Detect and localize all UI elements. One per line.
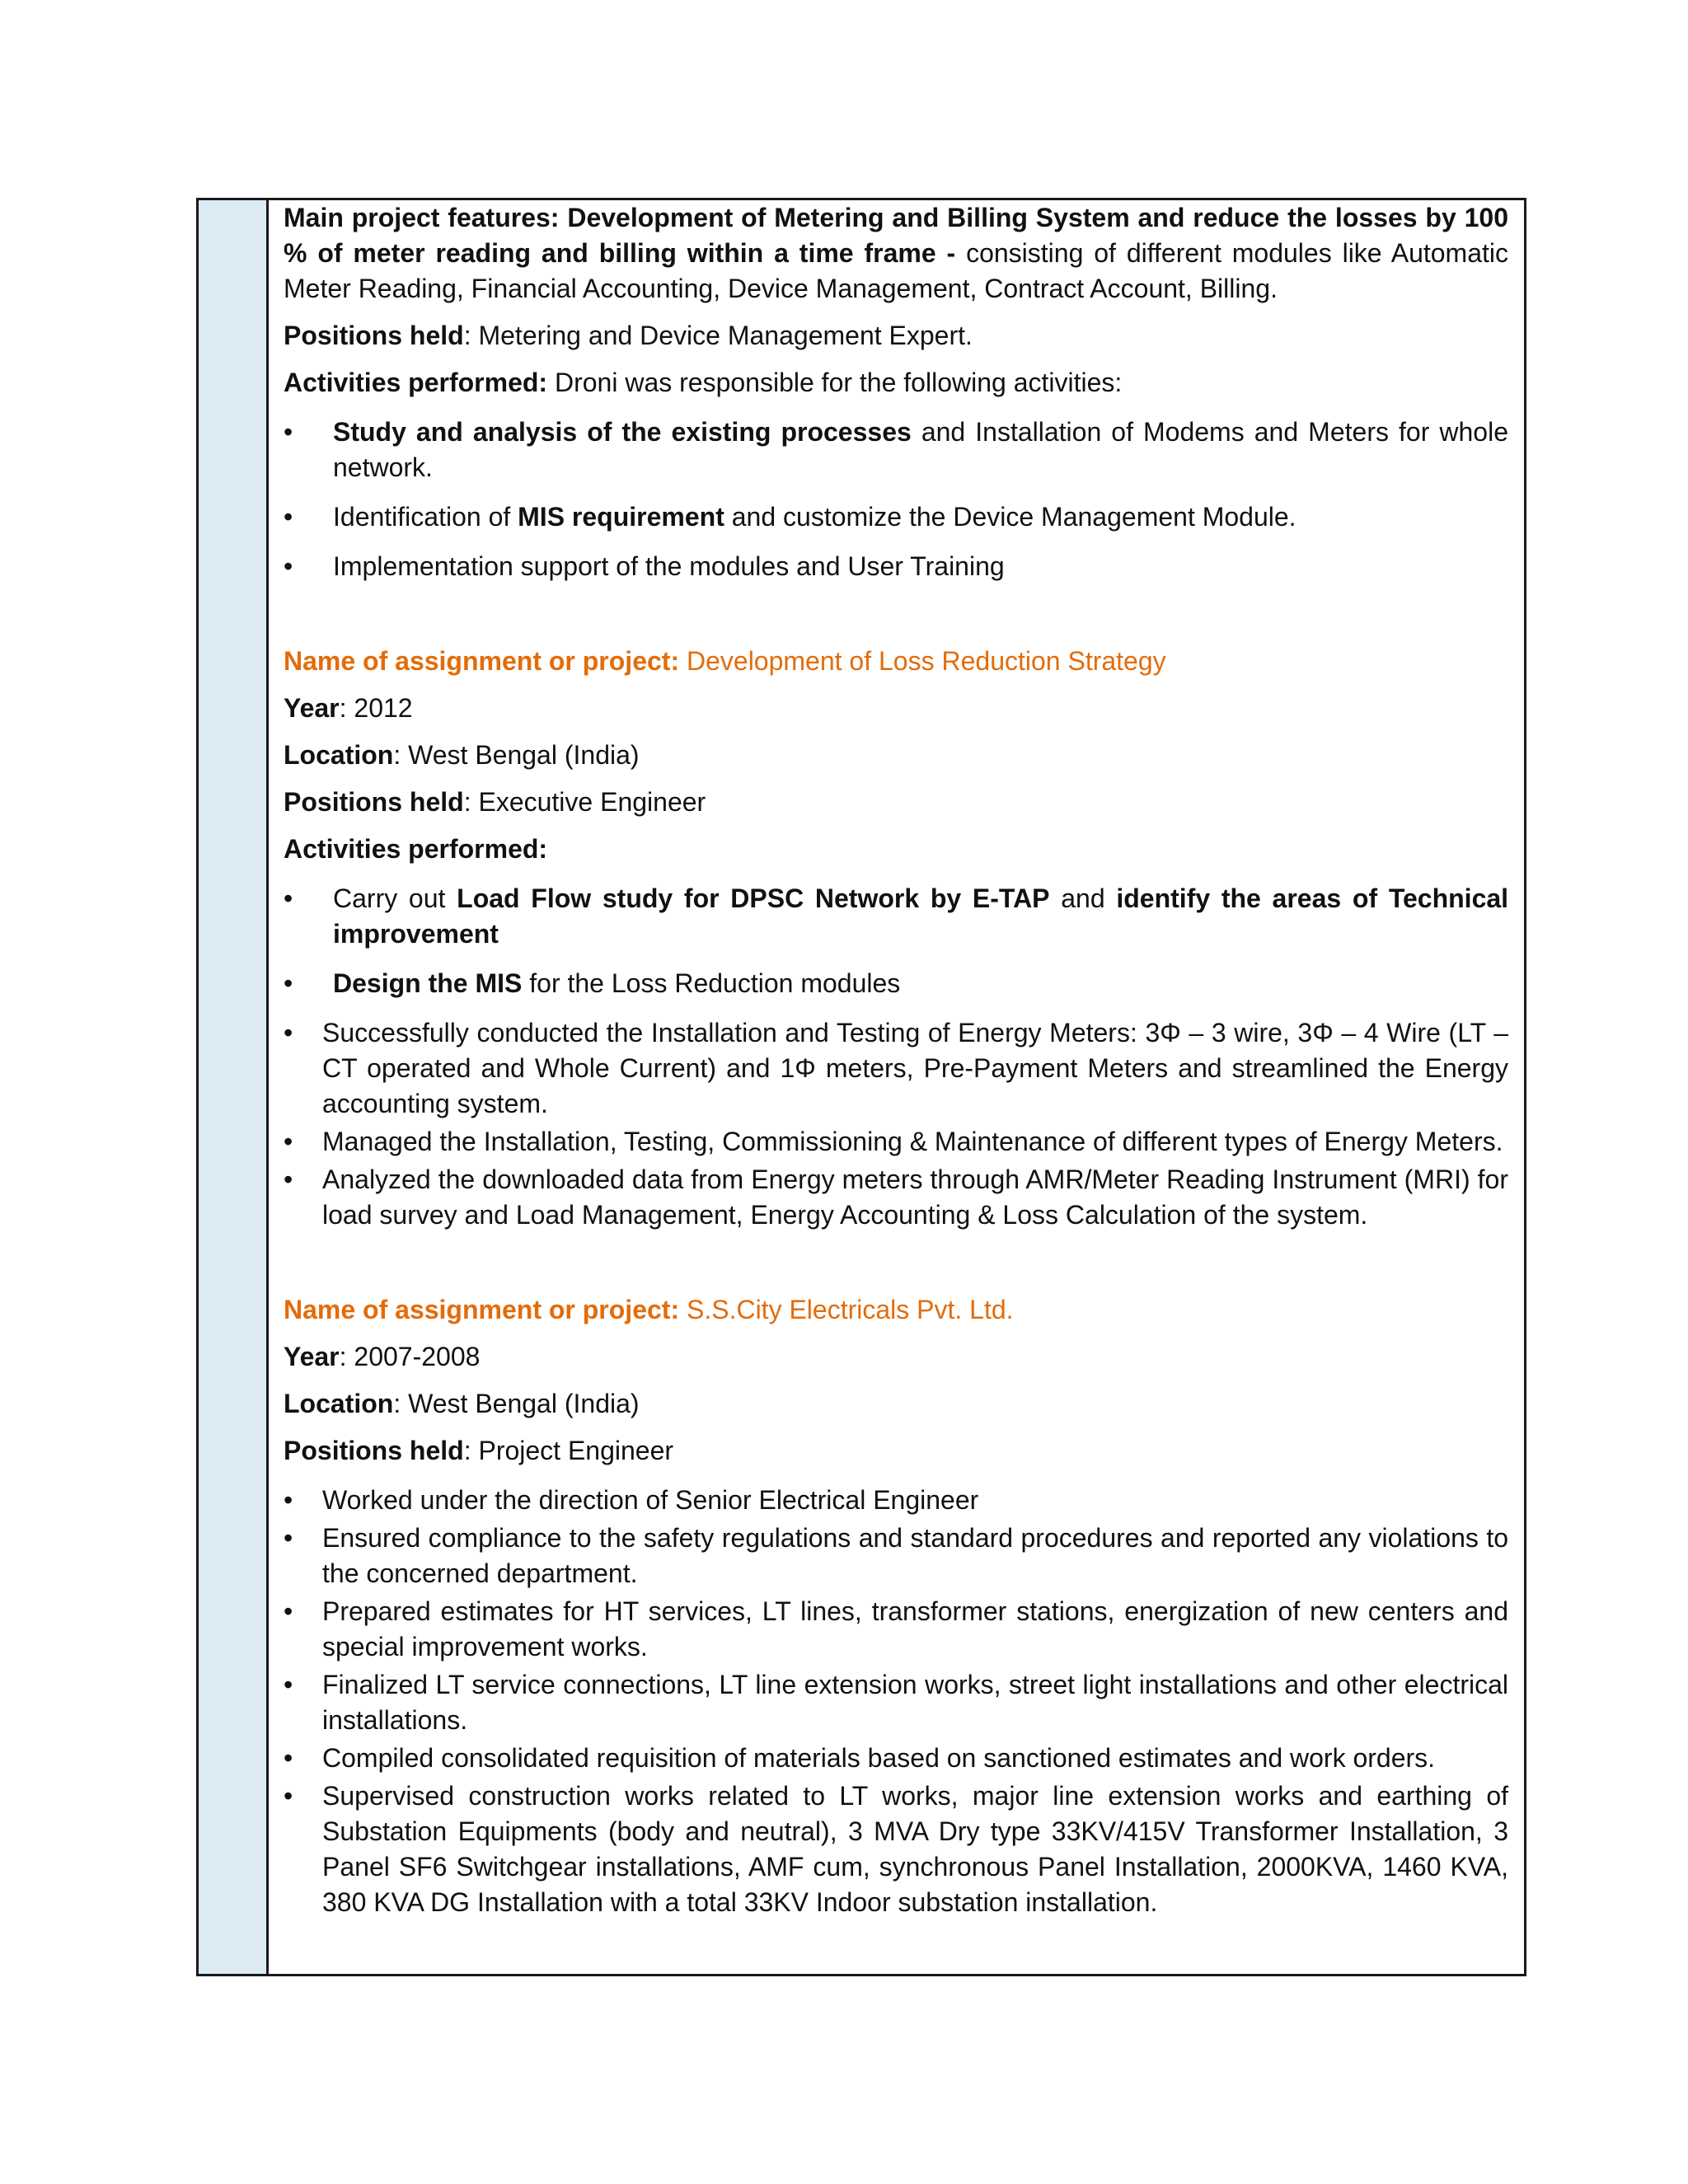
list-item: • Identification of MIS requirement and customize the Device Management Module. bbox=[284, 499, 1508, 535]
positions-held: Positions held: Metering and Device Management Expert. bbox=[284, 321, 973, 350]
bullet-icon: • bbox=[284, 1523, 293, 1553]
bullet-icon: • bbox=[284, 1485, 293, 1515]
project2-achievement-list bbox=[284, 1015, 1508, 1233]
activities-performed: Activities performed: bbox=[284, 834, 548, 864]
main-project-features: Main project features: Development of Metering and Billing System and reduce the losses by 100 % of meter reading and billing within a time frame - consisting of different modules like Automatic Meter Reading, Financial Accounting, Device Management, Contract Account, Billing. bbox=[284, 203, 1509, 303]
bullet-icon: • bbox=[284, 1781, 293, 1811]
project-name: Name of assignment or project: S.S.City Electricals Pvt. Ltd. bbox=[284, 1295, 1014, 1324]
list-item: • Successfully conducted the Installation and Testing of Energy Meters: 3Φ – 3 wire, 3Φ – 4 Wire (LT – CT operated and Whole Current) and 1Φ meters, Pre-Payment Meters and streamlined the Energy accounting system. bbox=[284, 1015, 1508, 1122]
project-location: Location: West Bengal (India) bbox=[284, 1389, 640, 1418]
bullet-icon: • bbox=[284, 1596, 293, 1626]
bullet-icon: • bbox=[284, 883, 293, 913]
bullet-icon: • bbox=[284, 1127, 293, 1156]
list-item: • Compiled consolidated requisition of materials based on sanctioned estimates and work orders. bbox=[284, 1741, 1508, 1776]
project3-duty-list bbox=[284, 1483, 1508, 1920]
list-item: • Managed the Installation, Testing, Commissioning & Maintenance of different types of Energy Meters. bbox=[284, 1124, 1508, 1160]
positions-held: Positions held: Project Engineer bbox=[284, 1436, 674, 1465]
list-item: • Carry out Load Flow study for DPSC Network by E-TAP and identify the areas of Technical improvement bbox=[284, 881, 1508, 952]
bullet-icon: • bbox=[284, 1165, 293, 1194]
cv-table bbox=[196, 198, 1526, 1976]
project-name: Name of assignment or project: Development of Loss Reduction Strategy bbox=[284, 646, 1166, 676]
bullet-icon: • bbox=[284, 968, 293, 998]
list-item: • Prepared estimates for HT services, LT lines, transformer stations, energization of new centers and special improvement works. bbox=[284, 1594, 1508, 1665]
bullet-icon: • bbox=[284, 417, 293, 447]
list-item: • Worked under the direction of Senior Electrical Engineer bbox=[284, 1483, 1508, 1518]
bullet-icon: • bbox=[284, 1670, 293, 1699]
list-item: • Implementation support of the modules and User Training bbox=[284, 549, 1508, 584]
list-item: • Ensured compliance to the safety regulations and standard procedures and reported any violations to the concerned department. bbox=[284, 1521, 1508, 1591]
cv-content-cell bbox=[269, 200, 1524, 1974]
list-item: • Design the MIS for the Loss Reduction modules bbox=[284, 966, 1508, 1001]
bullet-icon: • bbox=[284, 1018, 293, 1047]
positions-held: Positions held: Executive Engineer bbox=[284, 787, 706, 817]
list-item: • Analyzed the downloaded data from Energy meters through AMR/Meter Reading Instrument (MRI) for load survey and Load Management, Energy Accounting & Loss Calculation of the system. bbox=[284, 1162, 1508, 1233]
project1-activity-list bbox=[284, 415, 1508, 584]
bullet-icon: • bbox=[284, 502, 293, 532]
list-item: • Supervised construction works related to LT works, major line extension works and earthing of Substation Equipments (body and neutral), 3 MVA Dry type 33KV/415V Transformer Installation, 3 Panel SF6 Switchgear installations, AMF cum, synchronous Panel Installation, 2000KVA, 1460 KVA, 380 KVA DG Installation with a total 33KV Indoor substation installation. bbox=[284, 1779, 1508, 1920]
list-item: • Finalized LT service connections, LT line extension works, street light installations and other electrical installations. bbox=[284, 1667, 1508, 1738]
project-location: Location: West Bengal (India) bbox=[284, 740, 640, 770]
project-year: Year: 2012 bbox=[284, 693, 413, 723]
project-year: Year: 2007-2008 bbox=[284, 1342, 481, 1371]
list-item: • Study and analysis of the existing processes and Installation of Modems and Meters for whole network. bbox=[284, 415, 1508, 485]
activities-performed: Activities performed: Droni was responsible for the following activities: bbox=[284, 368, 1123, 397]
bullet-icon: • bbox=[284, 551, 293, 581]
project2-activity-list bbox=[284, 881, 1508, 1001]
left-shaded-column bbox=[199, 200, 269, 1974]
bullet-icon: • bbox=[284, 1743, 293, 1773]
